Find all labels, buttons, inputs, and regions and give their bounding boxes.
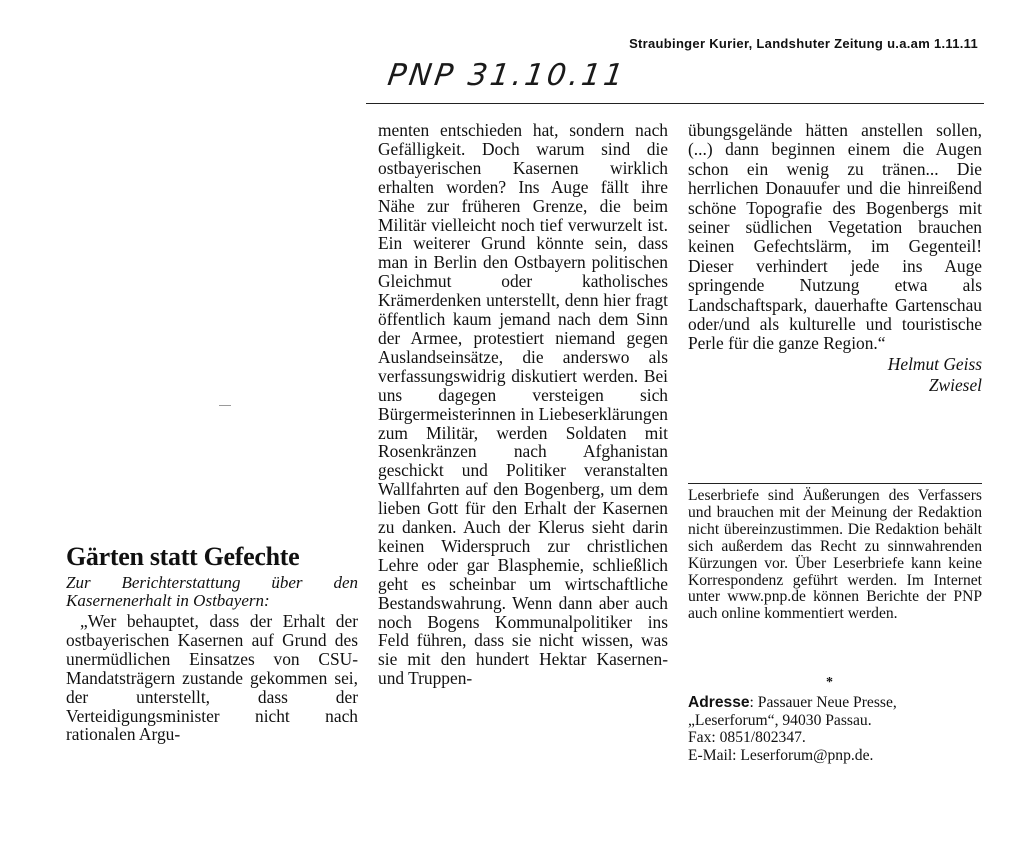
- reader-letter-notice: Leserbriefe sind Äußerungen des Verfassers und brauchen mit der Meinung der Redaktion nicht übereinzustimmen. Die Redaktion behält sich außerdem das Recht zu sinnwahrenden Kürzungen vor. Über Leserbriefe kann keine Korrespondenz geführt werden. Im Internet unter www.pnp.de können Berichte der PNP auch online kommentiert werden.: [688, 487, 982, 623]
- address-block: [688, 694, 982, 764]
- fax-line: Fax: 0851/802347.: [688, 729, 806, 746]
- scan-mark: [219, 405, 231, 406]
- author-name: Helmut Geiss: [887, 353, 982, 374]
- source-line: Straubinger Kurier, Landshuter Zeitung u.a.am 1.11.11: [629, 36, 978, 51]
- address-line: [688, 694, 982, 729]
- handwritten-date: PNP 31.10.11: [385, 58, 629, 93]
- article-headline: Gärten statt Gefechte: [66, 542, 300, 571]
- author-place: Zwiesel: [928, 374, 982, 395]
- address-label: Adresse: [688, 694, 750, 711]
- separator-star: *: [826, 675, 833, 690]
- article-left-column: [66, 542, 358, 744]
- article-right-column: [688, 121, 982, 396]
- article-body-middle: menten entschieden hat, sondern nach Gefälligkeit. Doch warum sind die ostbayerischen Kasernen wirklich erhalten worden? Ins Auge fällt ihre Nähe zur früheren Grenze, die beim Militär vielleicht noch tief verwurzelt ist. Ein weiterer Grund könnte sein, dass man in Berlin den Ostbayern politischen Gleichmut oder katholisches Krämerdenken unterstellt, denn hier fragt öffentlich kaum jemand nach dem Sinn der Armee, protestiert niemand gegen Auslandseinsätze, die anderswo als verfassungswidrig diskutiert werden. Bei uns dagegen versteigen sich Bürgermeisterinnen in Liebeserklärungen zum Militär, werden Soldaten mit Rosenkränzen nach Afghanistan geschickt und Politiker veranstalten Wallfahrten auf den Bogenberg, um dem lieben Gott für den Erhalt der Kasernen zu danken. Auch der Klerus sieht darin keinen Widerspruch zur christlichen Lehre oder gar Blasphemie, schließlich geht es scheinbar um wirtschaftliche Bestandswahrung. Wenn dann aber auch noch Bogens Kommunalpolitiker ins Feld führen, dass sie nicht wissen, was sie mit den hundert Hektar Kasernen- und Truppen-: [378, 120, 668, 689]
- address-text: : Passauer Neue Presse, „Leserforum“, 94030 Passau.: [688, 694, 897, 729]
- article-body-left: „Wer behauptet, dass der Erhalt der ostbayerischen Kasernen auf Grund des unermüdlichen Einsatzes von CSU-Mandatsträgern zustande gekommen sei, der unterstellt, dass der Verteidigungsminister nicht nach rationalen Argu-: [66, 611, 358, 745]
- article-subheadline: Zur Berichterstattung über den Kasernenerhalt in Ostbayern:: [66, 573, 358, 610]
- email-line: E-Mail: Leserforum@pnp.de.: [688, 746, 874, 764]
- article-middle-column: [378, 121, 668, 688]
- top-rule: [366, 103, 984, 104]
- article-body-right: übungsgelände hätten anstellen sollen, (...) dann beginnen einem die Augen schon ein wenig zu tränen... Die herrlichen Donauufer und die hinreißend schöne Topografie des Bogenbergs mit seiner südlichen Vegetation brauchen keinen Gefechtslärm, im Gegenteil! Dieser verhindert jede ins Auge springende Nutzung etwa als Landschaftspark, dauerhafte Gartenschau oder/und als kulturelle und touristische Perle für die ganze Region.“: [688, 120, 982, 354]
- notice-rule: [688, 483, 982, 484]
